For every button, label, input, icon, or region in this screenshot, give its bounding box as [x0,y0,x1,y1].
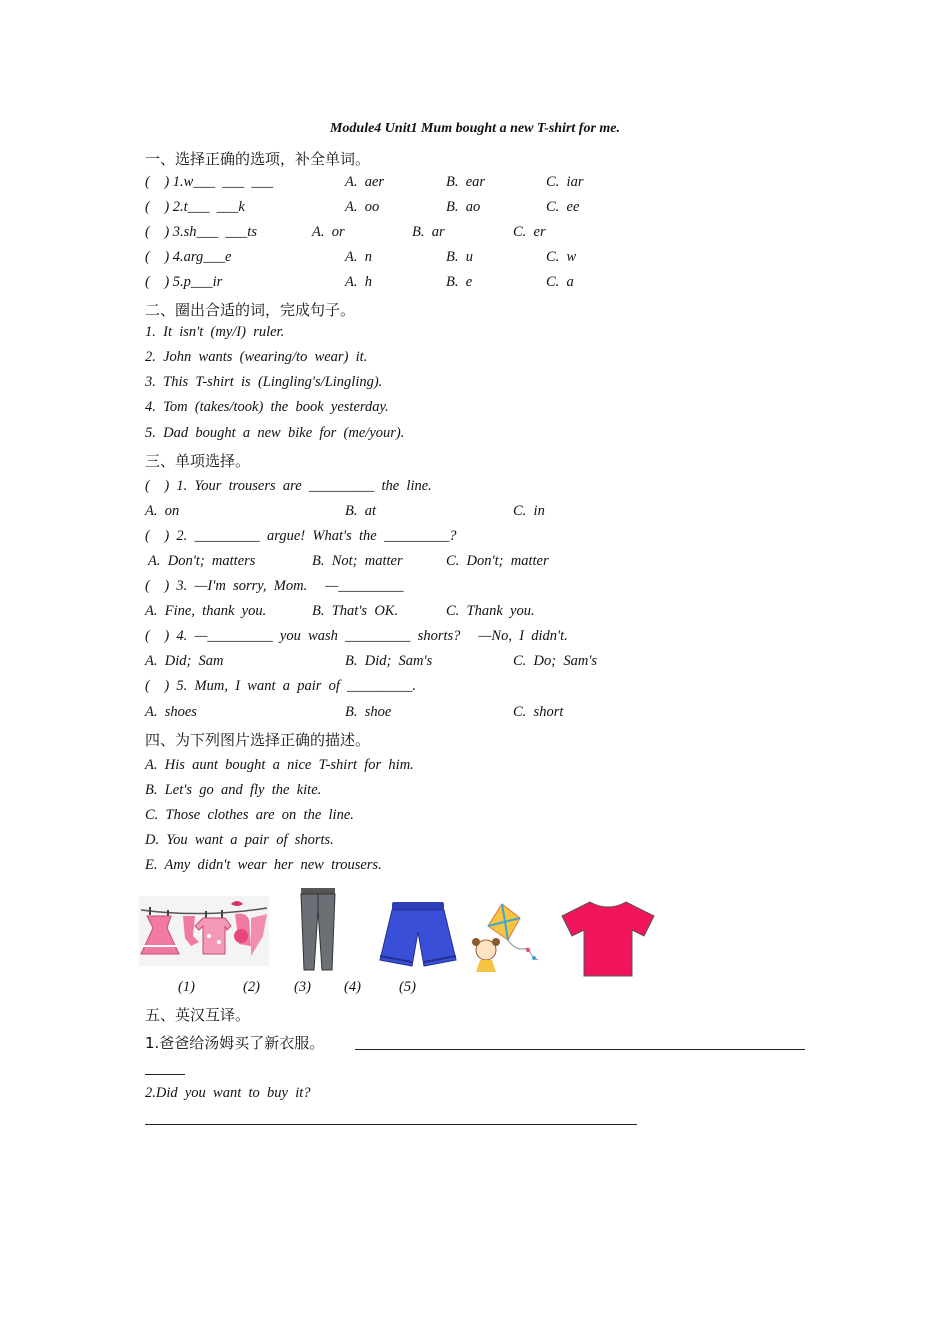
s4-item-b: B. Let's go and fly the kite. [145,782,322,798]
s1-q4-b: B. u [446,249,473,265]
s3-q3-c: C. Thank you. [446,603,535,619]
s3-q5-c: C. short [513,704,564,720]
s3-q2-a: A. Don't; matters [148,553,256,569]
s3-q1: ( ) 1. Your trousers are _________ the line. [145,478,432,494]
s5-q2: 2.Did you want to buy it? [145,1085,311,1101]
s1-q2-b: B. ao [446,199,481,215]
s3-q1-b: B. at [345,503,377,519]
s3-q5-b: B. shoe [345,704,392,720]
s1-q3-c: C. er [513,224,546,240]
s3-q4-a: A. Did; Sam [145,653,224,669]
tshirt-picture [560,900,656,978]
section1-heading: 一、选择正确的选项，补全单词。 [145,150,371,168]
s1-q1-c: C. iar [546,174,584,190]
s3-q3: ( ) 3. —I'm sorry, Mom. —_________ [145,578,404,594]
s3-q3-b: B. That's OK. [312,603,399,619]
page-title: Module4 Unit1 Mum bought a new T-shirt for me. [329,121,621,136]
s5-q1-answer-line [355,1049,805,1050]
s1-q5-b: B. e [446,274,473,290]
section2-heading: 二、圈出合适的词，完成句子。 [145,301,356,319]
s1-q5: ( ) 5.p___ir [145,274,223,290]
s2-item-3: 3. This T-shirt is (Lingling's/Lingling). [145,374,383,390]
picture-label-1: (1) [178,979,195,995]
s4-item-e: E. Amy didn't wear her new trousers. [145,857,382,873]
s1-q4: ( ) 4.arg___e [145,249,232,265]
s5-q1-answer-line-cont [145,1074,185,1075]
s1-q3-a: A. or [312,224,345,240]
s3-q1-c: C. in [513,503,545,519]
s2-item-1: 1. It isn't (my/I) ruler. [145,324,285,340]
s3-q2-b: B. Not; matter [312,553,403,569]
s1-q2: ( ) 2.t___ ___k [145,199,245,215]
s1-q3-b: B. ar [412,224,445,240]
s1-q2-a: A. oo [345,199,380,215]
clothes-on-line-picture [139,896,269,966]
s2-item-5: 5. Dad bought a new bike for (me/your). [145,425,405,441]
section4-heading: 四、为下列图片选择正确的描述。 [145,731,371,749]
section3-heading: 三、单项选择。 [145,452,251,470]
s4-item-a: A. His aunt bought a nice T-shirt for him. [145,757,414,773]
s4-item-d: D. You want a pair of shorts. [145,832,334,848]
s3-q1-a: A. on [145,503,180,519]
shorts-picture [378,900,458,970]
s1-q5-c: C. a [546,274,574,290]
picture-label-3: (3) [294,979,311,995]
s3-q4: ( ) 4. —_________ you wash _________ shorts? —No, I didn't. [145,628,568,644]
s5-q1: 1.爸爸给汤姆买了新衣服。 [145,1034,325,1052]
s5-q2-answer-line [145,1124,637,1125]
trousers-picture [298,886,338,972]
s2-item-4: 4. Tom (takes/took) the book yesterday. [145,399,389,415]
s1-q4-a: A. n [345,249,372,265]
s1-q4-c: C. w [546,249,577,265]
s1-q3: ( ) 3.sh___ ___ts [145,224,257,240]
s3-q2-c: C. Don't; matter [446,553,549,569]
s3-q5-a: A. shoes [145,704,197,720]
s1-q1-a: A. aer [345,174,385,190]
kite-girl-picture [468,900,544,972]
s4-item-c: C. Those clothes are on the line. [145,807,354,823]
s3-q3-a: A. Fine, thank you. [145,603,267,619]
s1-q5-a: A. h [345,274,372,290]
s2-item-2: 2. John wants (wearing/to wear) it. [145,349,368,365]
s1-q1: ( ) 1.w___ ___ ___ [145,174,274,190]
picture-label-2: (2) [243,979,260,995]
s3-q4-b: B. Did; Sam's [345,653,433,669]
section5-heading: 五、英汉互译。 [145,1006,251,1024]
picture-label-5: (5) [399,979,416,995]
s3-q2: ( ) 2. _________ argue! What's the _________? [145,528,457,544]
s3-q4-c: C. Do; Sam's [513,653,598,669]
s3-q5: ( ) 5. Mum, I want a pair of _________. [145,678,417,694]
s1-q1-b: B. ear [446,174,486,190]
picture-label-4: (4) [344,979,361,995]
s1-q2-c: C. ee [546,199,580,215]
